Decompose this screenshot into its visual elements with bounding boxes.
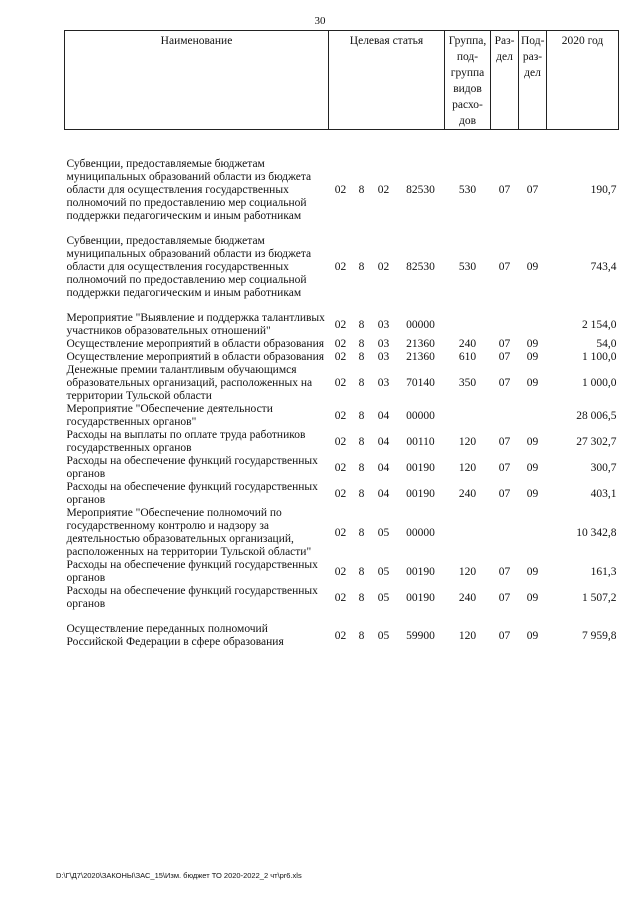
cell-t2: 8 <box>358 435 365 448</box>
file-path-footer: D:\Г\Д7\2020\ЗАКОНЫ\ЗАС_15\Изм. бюджет ТО 2020-2022_2 чт\pr6.xls <box>56 871 302 880</box>
cell-podr: 09 <box>526 435 539 448</box>
cell-t2: 8 <box>358 487 365 500</box>
cell-amount: 1 507,2 <box>582 591 617 604</box>
cell-t2: 8 <box>358 565 365 578</box>
header-section: Раз-дел <box>491 31 519 130</box>
cell-t1: 02 <box>334 435 347 448</box>
header-target: Целевая статья <box>329 31 445 130</box>
cell-grp: 240 <box>458 487 477 500</box>
cell-amount: 28 006,5 <box>576 409 617 422</box>
table-row <box>65 507 619 559</box>
table-row <box>65 403 619 429</box>
cell-razd: 07 <box>498 591 511 604</box>
cell-razd: 07 <box>498 377 511 389</box>
cell-amount: 190,7 <box>590 184 617 196</box>
cell-t1: 02 <box>334 565 347 578</box>
cell-t3: 04 <box>377 461 390 474</box>
cell-t2: 8 <box>358 351 365 363</box>
cell-t1: 02 <box>334 377 347 389</box>
cell-podr: 07 <box>526 184 539 196</box>
cell-podr: 09 <box>526 377 539 389</box>
cell-amount: 743,4 <box>590 261 617 273</box>
cell-t2: 8 <box>358 184 365 196</box>
cell-t4: 82530 <box>406 261 435 273</box>
header-year: 2020 год <box>547 31 619 130</box>
cell-t1: 02 <box>334 487 347 500</box>
cell-t1: 02 <box>334 184 347 196</box>
cell-razd: 07 <box>498 261 511 273</box>
cell-amount: 10 342,8 <box>576 526 617 539</box>
cell-podr <box>519 403 547 429</box>
table-row <box>65 585 619 611</box>
cell-t2: 8 <box>358 338 365 350</box>
cell-t4: 00000 <box>406 318 435 331</box>
cell-t2: 8 <box>358 591 365 604</box>
cell-podr <box>519 507 547 559</box>
table-row <box>65 364 619 403</box>
cell-t4: 70140 <box>406 377 435 389</box>
cell-razd: 07 <box>498 629 511 642</box>
cell-amount: 1 100,0 <box>582 351 617 363</box>
cell-grp: 120 <box>458 461 477 474</box>
cell-name: Расходы на обеспечение функций государственных органов <box>66 585 318 610</box>
cell-podr: 09 <box>526 591 539 604</box>
cell-t1: 02 <box>334 629 347 642</box>
cell-t2: 8 <box>358 526 365 539</box>
cell-amount: 54,0 <box>596 338 617 350</box>
cell-amount: 1 000,0 <box>582 377 617 389</box>
cell-grp: 350 <box>458 377 477 389</box>
cell-grp: 530 <box>458 261 477 273</box>
header-subsection: Под-раз-дел <box>519 31 547 130</box>
cell-grp: 120 <box>458 435 477 448</box>
table-row <box>65 351 619 364</box>
cell-t4: 82530 <box>406 184 435 196</box>
cell-t2: 8 <box>358 318 365 331</box>
cell-name: Осуществление мероприятий в области образования <box>66 338 325 350</box>
cell-razd: 07 <box>498 487 511 500</box>
table-row <box>65 623 619 649</box>
cell-podr: 09 <box>526 629 539 642</box>
header-group: Группа, под-группа видов расхо-дов <box>445 31 491 130</box>
cell-razd: 07 <box>498 461 511 474</box>
cell-name: Мероприятие "Обеспечение деятельности государственных органов" <box>66 403 273 428</box>
cell-t3: 03 <box>377 351 390 363</box>
cell-t3: 03 <box>377 318 390 331</box>
cell-podr: 09 <box>526 261 539 273</box>
cell-grp: 610 <box>458 351 477 363</box>
cell-razd: 07 <box>498 338 511 350</box>
cell-amount: 2 154,0 <box>582 318 617 331</box>
cell-grp: 120 <box>458 565 477 578</box>
cell-t3: 05 <box>377 591 390 604</box>
cell-razd: 07 <box>498 184 511 196</box>
cell-grp <box>445 507 491 559</box>
cell-t3: 05 <box>377 526 390 539</box>
cell-razd <box>491 403 519 429</box>
cell-t2: 8 <box>358 409 365 422</box>
cell-razd <box>491 507 519 559</box>
cell-t3: 04 <box>377 409 390 422</box>
spacer-row <box>65 611 619 623</box>
cell-podr: 09 <box>526 338 539 350</box>
cell-t4: 00000 <box>406 409 435 422</box>
cell-grp: 530 <box>458 184 477 196</box>
cell-name: Осуществление переданных полномочий Российской Федерации в сфере образования <box>66 623 284 648</box>
cell-name: Расходы на обеспечение функций государственных органов <box>66 455 318 480</box>
budget-table <box>64 30 619 649</box>
cell-t1: 02 <box>334 318 347 331</box>
cell-t1: 02 <box>334 461 347 474</box>
cell-t4: 00000 <box>406 526 435 539</box>
header-name: Наименование <box>65 31 329 130</box>
cell-t2: 8 <box>358 261 365 273</box>
cell-razd: 07 <box>498 435 511 448</box>
cell-podr: 09 <box>526 565 539 578</box>
cell-t4: 00190 <box>406 487 435 500</box>
cell-t2: 8 <box>358 461 365 474</box>
cell-podr: 09 <box>526 351 539 363</box>
cell-grp: 120 <box>458 629 477 642</box>
cell-t3: 04 <box>377 487 390 500</box>
spacer-row <box>65 300 619 312</box>
table-row <box>65 429 619 455</box>
cell-name: Осуществление мероприятий в области образования <box>66 351 325 363</box>
cell-t1: 02 <box>334 409 347 422</box>
cell-t4: 21360 <box>406 351 435 363</box>
cell-t1: 02 <box>334 591 347 604</box>
cell-t3: 03 <box>377 377 390 389</box>
cell-t2: 8 <box>358 377 365 389</box>
cell-amount: 161,3 <box>590 565 617 578</box>
table-row <box>65 235 619 300</box>
cell-grp <box>445 403 491 429</box>
cell-t3: 02 <box>377 261 390 273</box>
cell-t1: 02 <box>334 351 347 363</box>
cell-amount: 27 302,7 <box>576 435 617 448</box>
cell-name: Мероприятие "Обеспечение полномочий по государственному контролю и надзору за деятельностью образовательных организаций, расположенных на территории Тульской области" <box>66 507 312 558</box>
cell-podr: 09 <box>526 461 539 474</box>
cell-name: Субвенции, предоставляемые бюджетам муниципальных образований области из бюджета области для осуществления государственных полномочий по предоставлению мер социальной поддержки педагогическим и иным работникам <box>66 235 312 299</box>
cell-grp <box>445 312 491 338</box>
cell-razd <box>491 312 519 338</box>
table-header <box>65 31 619 130</box>
table-row <box>65 338 619 351</box>
table-row <box>65 158 619 223</box>
cell-name: Расходы на обеспечение функций государственных органов <box>66 481 318 506</box>
cell-amount: 7 959,8 <box>582 629 617 642</box>
cell-name: Субвенции, предоставляемые бюджетам муниципальных образований области из бюджета области для осуществления государственных полномочий по предоставлению мер социальной поддержки педагогическим и иным работникам <box>66 158 312 222</box>
spacer-row <box>65 130 619 159</box>
table-row <box>65 455 619 481</box>
cell-grp: 240 <box>458 338 477 350</box>
cell-t3: 05 <box>377 629 390 642</box>
cell-amount: 300,7 <box>590 461 617 474</box>
cell-podr: 09 <box>526 487 539 500</box>
cell-t4: 00190 <box>406 461 435 474</box>
cell-t3: 04 <box>377 435 390 448</box>
cell-razd: 07 <box>498 351 511 363</box>
spacer-row <box>65 223 619 235</box>
cell-t4: 00190 <box>406 591 435 604</box>
cell-t4: 00190 <box>406 565 435 578</box>
cell-t1: 02 <box>334 526 347 539</box>
table-body <box>65 130 619 650</box>
page-number: 30 <box>314 15 326 27</box>
cell-name: Расходы на обеспечение функций государственных органов <box>66 559 318 584</box>
table-row <box>65 312 619 338</box>
cell-t1: 02 <box>334 261 347 273</box>
cell-amount: 403,1 <box>590 487 617 500</box>
cell-t3: 02 <box>377 184 390 196</box>
cell-razd: 07 <box>498 565 511 578</box>
cell-name: Мероприятие "Выявление и поддержка талантливых участников образовательных отношений" <box>66 312 325 337</box>
table-row <box>65 559 619 585</box>
table-row <box>65 481 619 507</box>
cell-podr <box>519 312 547 338</box>
cell-t3: 05 <box>377 565 390 578</box>
cell-t3: 03 <box>377 338 390 350</box>
cell-grp: 240 <box>458 591 477 604</box>
cell-t2: 8 <box>358 629 365 642</box>
cell-name: Денежные премии талантливым обучающимся образовательных организаций, расположенных на территории Тульской области <box>66 364 313 402</box>
cell-t4: 21360 <box>406 338 435 350</box>
cell-t1: 02 <box>334 338 347 350</box>
cell-t4: 00110 <box>406 435 435 448</box>
cell-name: Расходы на выплаты по оплате труда работников государственных органов <box>66 429 306 454</box>
cell-t4: 59900 <box>406 629 435 642</box>
